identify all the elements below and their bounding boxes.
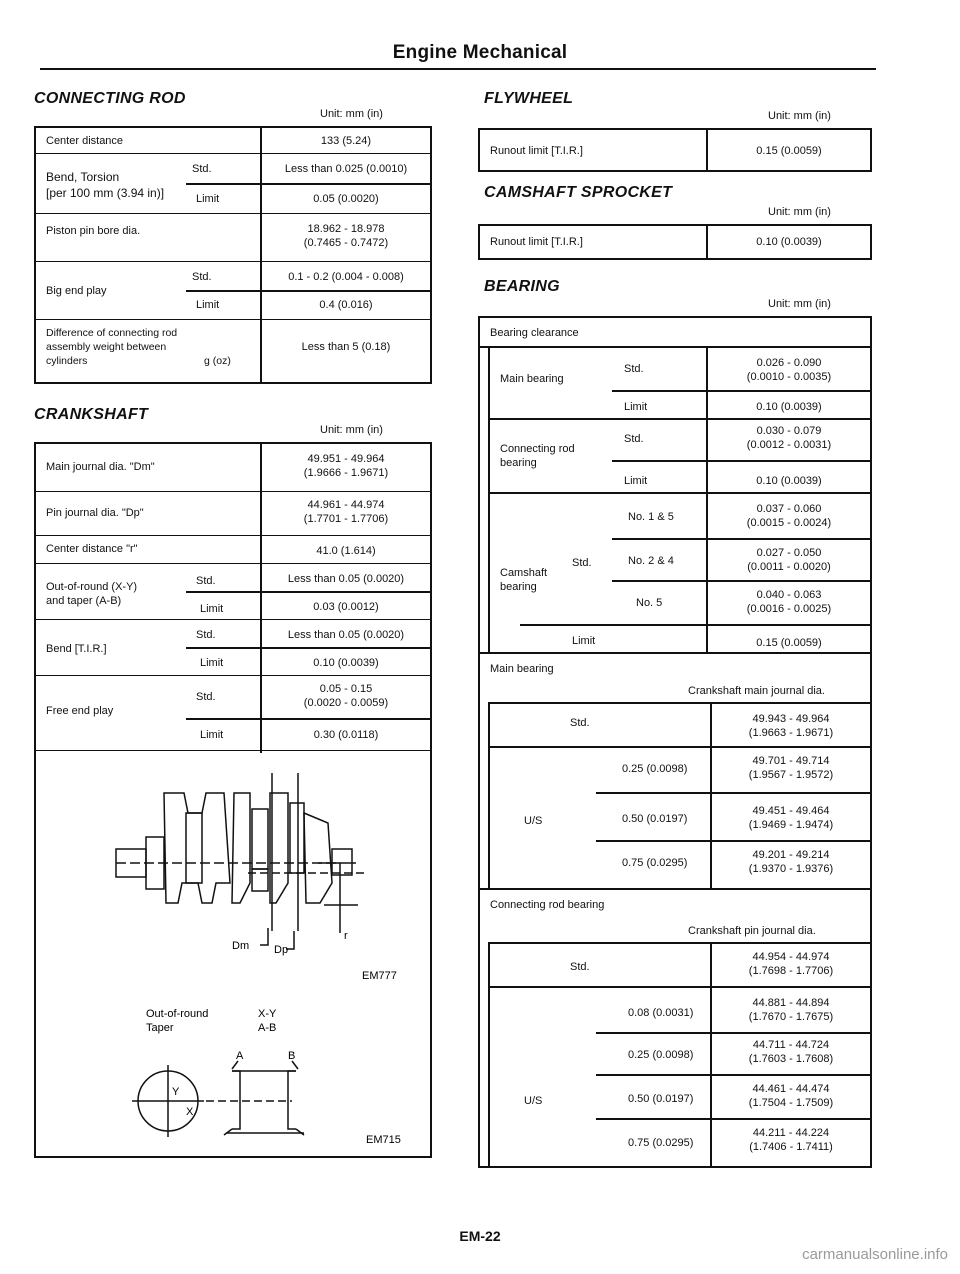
- row-label: Pin journal dia. "Dp": [46, 507, 144, 519]
- std-label: Std.: [624, 363, 644, 375]
- row-value: 133 (5.24): [320, 135, 372, 147]
- std-label: Std.: [196, 575, 216, 587]
- flywheel-unit: Unit: mm (in): [768, 110, 831, 122]
- undersize: 0.75 (0.0295): [628, 1137, 694, 1149]
- row-label: Difference of connecting rod: [46, 327, 178, 339]
- row-label: Runout limit [T.I.R.]: [490, 145, 583, 157]
- undersize-value: 49.201 - 49.214: [752, 849, 830, 861]
- undersize: 0.50 (0.0197): [622, 813, 688, 825]
- std-label: Std.: [196, 691, 216, 703]
- limit-label: Limit: [624, 475, 648, 487]
- crankshaft-drawing: [116, 773, 368, 949]
- limit-label: Limit: [196, 193, 220, 205]
- limit-label: Limit: [196, 299, 220, 311]
- legend-taper-label: Taper: [146, 1022, 174, 1034]
- label-b: B: [288, 1050, 296, 1062]
- table-row: [36, 620, 430, 676]
- undersize-value: 44.711 - 44.724: [752, 1039, 830, 1051]
- row-label: Center distance "r": [46, 543, 138, 555]
- row-value: (0.7465 - 0.7472): [303, 237, 389, 249]
- bearing-table: [478, 316, 872, 1168]
- section-header: Bearing clearance: [490, 327, 579, 339]
- row-label: assembly weight between: [46, 341, 167, 353]
- std-value: 49.943 - 49.964: [752, 713, 830, 725]
- column-header: Crankshaft pin journal dia.: [688, 925, 816, 937]
- dp-label: Dp: [274, 944, 289, 956]
- undersize-value: 44.881 - 44.894: [752, 997, 830, 1009]
- table-row: [36, 320, 430, 382]
- std-label: Std.: [570, 961, 590, 973]
- table-row: [36, 444, 430, 492]
- figure-code: EM777: [362, 970, 397, 982]
- row-label: cylinders: [46, 355, 88, 367]
- undersize: 0.25 (0.0098): [622, 763, 688, 775]
- undersize: 0.08 (0.0031): [628, 1007, 694, 1019]
- undersize-value: (1.7603 - 1.7608): [748, 1053, 834, 1065]
- limit-label: Limit: [624, 401, 648, 413]
- std-label: Std.: [572, 557, 592, 569]
- undersize-value: 44.211 - 44.224: [752, 1127, 830, 1139]
- row-value: 18.962 - 18.978: [307, 223, 385, 235]
- row-value: 0.10 (0.0039): [756, 236, 822, 248]
- camshaft-sprocket-table: [478, 224, 872, 260]
- no5-value: (0.0016 - 0.0025): [746, 603, 832, 615]
- undersize-value: (1.7504 - 1.7509): [748, 1097, 834, 1109]
- page-title: Engine Mechanical: [392, 42, 568, 63]
- bearing-title: BEARING: [484, 278, 560, 295]
- dm-label: Dm: [232, 940, 250, 952]
- std-value: Less than 0.05 (0.0020): [287, 573, 405, 585]
- no5-label: No. 5: [636, 597, 663, 609]
- limit-value: 0.05 (0.0020): [313, 193, 379, 205]
- limit-value: 0.4 (0.016): [319, 299, 373, 311]
- legend-oor-label: Out-of-round: [146, 1008, 209, 1020]
- undersize-value: 49.701 - 49.714: [752, 755, 830, 767]
- std-label: Std.: [624, 433, 644, 445]
- us-label: U/S: [524, 1095, 543, 1107]
- legend-oor-value: X-Y: [258, 1008, 277, 1020]
- row-label: Main journal dia. "Dm": [46, 461, 155, 473]
- row-value: 0.15 (0.0059): [756, 145, 822, 157]
- figure-code: EM715: [366, 1134, 401, 1146]
- limit-label: Limit: [200, 729, 224, 741]
- limit-value: 0.03 (0.0012): [313, 601, 379, 613]
- no15-value: (0.0015 - 0.0024): [746, 517, 832, 529]
- row-label: Connecting rod: [500, 443, 575, 455]
- std-value: Less than 0.025 (0.0010): [284, 163, 408, 175]
- row-label: Bend, Torsion: [46, 170, 120, 184]
- table-row: [36, 676, 430, 751]
- row-label: Out-of-round (X-Y): [46, 581, 138, 593]
- undersize: 0.50 (0.0197): [628, 1093, 694, 1105]
- limit-value: 0.15 (0.0059): [756, 637, 822, 649]
- row-label: Bend [T.I.R.]: [46, 643, 107, 655]
- camshaft-sprocket-unit: Unit: mm (in): [768, 206, 831, 218]
- row-label: [per 100 mm (3.94 in)]: [46, 186, 165, 200]
- std-value: (0.0012 - 0.0031): [746, 439, 832, 451]
- row-value: (1.7701 - 1.7706): [303, 513, 389, 525]
- legend-taper-value: A-B: [258, 1022, 277, 1034]
- undersize-value: (1.9567 - 1.9572): [748, 769, 834, 781]
- us-label: U/S: [524, 815, 543, 827]
- row-label: Big end play: [46, 285, 107, 297]
- row-label: bearing: [500, 581, 537, 593]
- flywheel-table: [478, 128, 872, 172]
- out-of-round-diagram: [132, 1061, 304, 1137]
- row-label: bearing: [500, 457, 537, 469]
- row-label: Main bearing: [500, 373, 564, 385]
- row-label: Free end play: [46, 705, 114, 717]
- site-watermark: carmanualsonline.info: [802, 1246, 948, 1263]
- no24-label: No. 2 & 4: [628, 555, 674, 567]
- row-label: Center distance: [46, 135, 124, 147]
- limit-value: 0.10 (0.0039): [313, 657, 379, 669]
- connecting-rod-table: [34, 126, 432, 384]
- section-header: Main bearing: [490, 663, 554, 675]
- std-value: 0.05 - 0.15: [319, 683, 373, 695]
- table-row: [36, 564, 430, 620]
- page-number: EM-22: [459, 1228, 501, 1244]
- std-value: (0.0010 - 0.0035): [746, 371, 832, 383]
- std-label: Std.: [196, 629, 216, 641]
- undersize: 0.25 (0.0098): [628, 1049, 694, 1061]
- row-label: and taper (A-B): [46, 595, 122, 607]
- row-value: 49.951 - 49.964: [307, 453, 385, 465]
- undersize-value: (1.7406 - 1.7411): [749, 1141, 833, 1153]
- undersize-value: 49.451 - 49.464: [752, 805, 830, 817]
- column-header: Crankshaft main journal dia.: [688, 685, 825, 697]
- std-label: Std.: [192, 163, 212, 175]
- undersize-value: (1.7670 - 1.7675): [748, 1011, 834, 1023]
- row-value: Less than 5 (0.18): [301, 341, 391, 353]
- row-label: Piston pin bore dia.: [46, 225, 141, 237]
- row-value: 41.0 (1.614): [316, 545, 376, 557]
- std-value: 0.026 - 0.090: [756, 357, 822, 369]
- crankshaft-table: [34, 442, 432, 1158]
- limit-label: Limit: [572, 635, 596, 647]
- table-row: [36, 214, 430, 262]
- row-value: (1.9666 - 1.9671): [303, 467, 389, 479]
- row-value: 44.961 - 44.974: [307, 499, 385, 511]
- header-rule: [40, 68, 876, 70]
- crankshaft-diagram: [36, 753, 430, 1156]
- limit-label: Limit: [200, 603, 224, 615]
- bearing-unit: Unit: mm (in): [768, 298, 831, 310]
- crankshaft-figure-area: [36, 753, 430, 1156]
- crankshaft-unit: Unit: mm (in): [320, 424, 383, 436]
- std-label: Std.: [570, 717, 590, 729]
- table-row: [36, 128, 430, 154]
- connecting-rod-title: CONNECTING ROD: [34, 90, 186, 107]
- limit-value: 0.10 (0.0039): [756, 401, 822, 413]
- std-value: 0.1 - 0.2 (0.004 - 0.008): [288, 271, 404, 283]
- connecting-rod-unit: Unit: mm (in): [320, 108, 383, 120]
- std-value: (1.9663 - 1.9671): [748, 727, 834, 739]
- std-value: Less than 0.05 (0.0020): [287, 629, 405, 641]
- label-x: X: [186, 1106, 194, 1118]
- limit-label: Limit: [200, 657, 224, 669]
- undersize: 0.75 (0.0295): [622, 857, 688, 869]
- no5-value: 0.040 - 0.063: [756, 589, 822, 601]
- undersize-value: (1.9370 - 1.9376): [748, 863, 834, 875]
- std-value: (0.0020 - 0.0059): [303, 697, 389, 709]
- table-row: [36, 536, 430, 564]
- limit-value: 0.30 (0.0118): [313, 729, 379, 741]
- row-unit: g (oz): [204, 355, 231, 367]
- std-label: Std.: [192, 271, 212, 283]
- label-a: A: [236, 1050, 244, 1062]
- std-value: (1.7698 - 1.7706): [748, 965, 834, 977]
- limit-value: 0.10 (0.0039): [756, 475, 822, 487]
- row-label: Runout limit [T.I.R.]: [490, 236, 583, 248]
- table-row: [36, 154, 430, 214]
- section-header: Connecting rod bearing: [490, 899, 605, 911]
- table-row: [36, 262, 430, 320]
- label-y: Y: [172, 1086, 180, 1098]
- camshaft-sprocket-title: CAMSHAFT SPROCKET: [484, 184, 673, 201]
- std-value: 44.954 - 44.974: [752, 951, 830, 963]
- flywheel-title: FLYWHEEL: [484, 90, 574, 107]
- undersize-value: (1.9469 - 1.9474): [748, 819, 834, 831]
- no24-value: 0.027 - 0.050: [756, 547, 822, 559]
- undersize-value: 44.461 - 44.474: [752, 1083, 830, 1095]
- r-label: r: [344, 930, 348, 942]
- row-label: Camshaft: [500, 567, 548, 579]
- std-value: 0.030 - 0.079: [756, 425, 822, 437]
- no15-label: No. 1 & 5: [628, 511, 674, 523]
- no15-value: 0.037 - 0.060: [756, 503, 822, 515]
- no24-value: (0.0011 - 0.0020): [747, 561, 831, 573]
- crankshaft-title: CRANKSHAFT: [34, 406, 149, 423]
- table-row: [36, 492, 430, 536]
